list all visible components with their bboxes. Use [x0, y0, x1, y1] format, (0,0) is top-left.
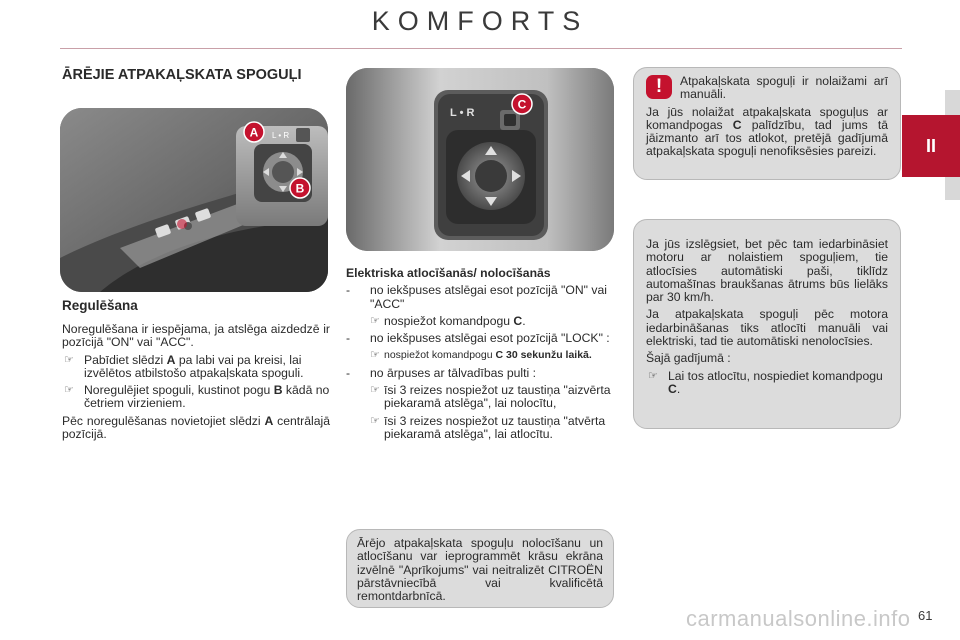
adjust-bullet-1: ☞ Pabīdiet slēdzi A pa labi vai pa kreisi, lai izvēlētos atbilstošo atpakaļskata spoguli. — [64, 352, 304, 380]
pointing-hand-icon: ☞ — [64, 353, 74, 366]
warning-icon: ! — [646, 75, 672, 99]
pointing-hand-icon: ☞ — [370, 414, 380, 427]
fold-item-3-sub-1: ☞ īsi 3 reizes nospiežot uz taustiņa "aizvērta piekaramā atslēga", lai nolocītu, — [370, 383, 611, 411]
adjust-outro: Pēc noregulēšanas novietojiet slēdzi A centrālajā pozīcijā. — [62, 413, 330, 442]
warning-text-2: Ja jūs nolaižat atpakaļskata spoguļus ar komandpogas C palīdzību, tad jums tā jāizmanto arī tos atlokot, pretējā gadījumā atpakaļskata spoguļi nenofiksēsies pareizi. — [646, 104, 889, 159]
pointing-hand-icon: ☞ — [370, 349, 380, 362]
adjust-title: Regulēšana — [62, 298, 138, 313]
note-text: Ārējo atpakaļskata spoguļu nolocīšanu un atlocīšanu var ieprogrammēt krāsu ekrāna izvēlnē "Aprīkojums" vai neitralizēt CITROËN pārstāvniecībā vai kvalificētā remontdarbnīcā. — [357, 536, 603, 604]
adjust-bullet-2: ☞ Noregulējiet spoguli, kustinot pogu B kādā no četriem virzieniem. — [64, 383, 330, 411]
warning-text-1: Atpakaļskata spoguļi ir nolaižami arī manuāli. — [680, 74, 888, 102]
switch-lr-label: L • R — [272, 131, 290, 140]
pointing-hand-icon: ☞ — [648, 369, 658, 382]
info-text-1: Ja jūs izslēgsiet, bet pēc tam iedarbināsiet motoru ar nolaistiem spoguļiem, tie atlocīsies automātiski paši, tiklīdz automašīnas braukšanas ātrums būs lielāks par 30 km/h. — [646, 237, 888, 305]
fold-item-2: - no iekšpuses atslēgai esot pozīcijā "LOCK" : — [346, 331, 610, 346]
pointing-hand-icon: ☞ — [370, 384, 380, 397]
label-a: A — [249, 125, 259, 140]
header-divider — [60, 48, 902, 49]
chapter-tab[interactable]: II — [902, 115, 960, 177]
page-title: KOMFORTS — [371, 6, 589, 36]
warning-box — [633, 67, 901, 180]
note-box — [346, 529, 614, 608]
info-box — [633, 219, 901, 429]
watermark: carmanualsonline.info — [686, 606, 911, 631]
door-panel-photo — [60, 108, 328, 292]
adjust-intro: Noregulēšana ir iespējama, ja atslēga aizdedzē ir pozīcijā "ON" vai "ACC". — [62, 322, 330, 350]
door-panel-illustration — [60, 108, 328, 292]
pointing-hand-icon: ☞ — [64, 384, 74, 397]
info-text-3: Šajā gadījumā : — [646, 351, 731, 366]
fold-item-3: - no ārpuses ar tālvadības pulti : — [346, 365, 536, 380]
section-title: ĀRĒJIE ATPAKAĻSKATA SPOGUĻI — [62, 67, 302, 83]
label-c: C — [517, 97, 527, 112]
fold-item-2-sub: ☞ nospiežot komandpogu C 30 sekunžu laikā. — [370, 349, 592, 362]
mirror-switch-illustration — [346, 68, 614, 251]
mirror-switch-photo — [346, 68, 614, 251]
switch-lr-label-closeup: L • R — [450, 107, 475, 119]
info-bullet: ☞ Lai tos atlocītu, nospiediet komandpogu C. — [648, 368, 883, 396]
adjust-text — [62, 323, 330, 445]
page-number: 61 — [918, 608, 933, 623]
pointing-hand-icon: ☞ — [370, 314, 380, 327]
fold-item-1: - no iekšpuses atslēgai esot pozīcijā "ON" vai "ACC" — [346, 283, 607, 311]
info-text-2: Ja atpakaļskata spoguļi pēc motora iedarbināšanas tiks atlocīti manuāli vai elektriski, tad tie automātiski nenolocīsies. — [646, 307, 888, 349]
fold-text — [346, 267, 616, 445]
fold-item-3-sub-2: ☞ īsi 3 reizes nospiežot uz taustiņa "atvērta piekaramā atslēga", lai atlocītu. — [370, 413, 606, 441]
label-b: B — [295, 181, 305, 196]
fold-title: Elektriska atlocīšanās/ nolocīšanās — [346, 266, 551, 280]
fold-item-1-sub: ☞ nospiežot komandpogu C. — [370, 313, 526, 328]
